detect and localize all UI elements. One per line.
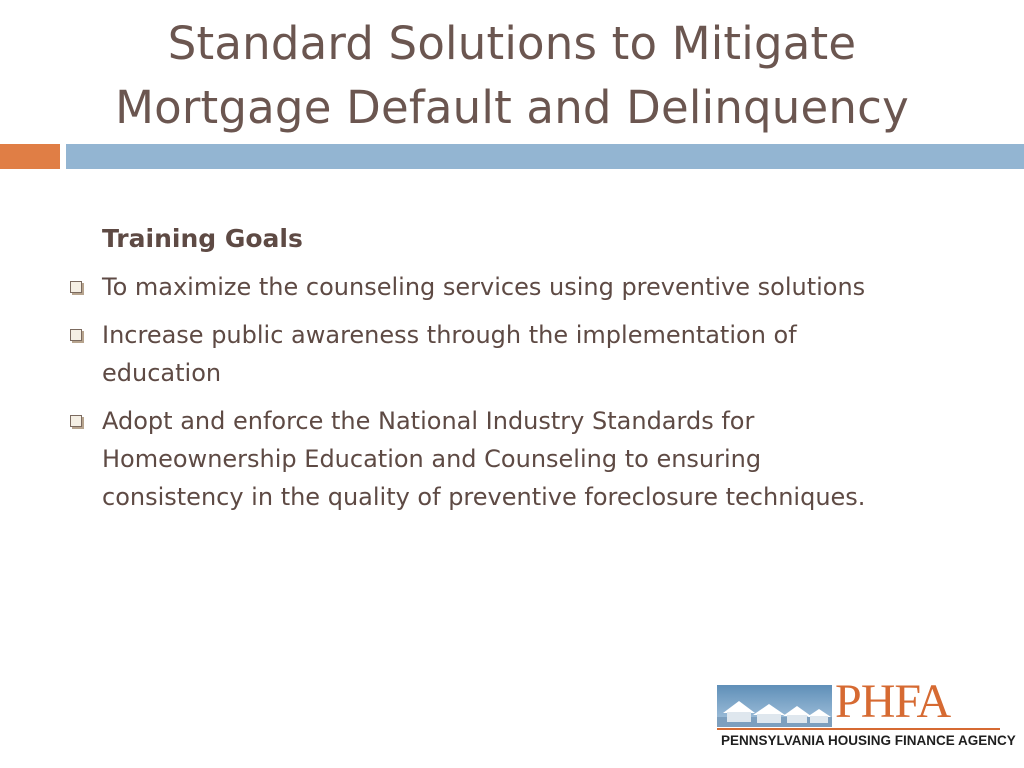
bullet-item	[68, 402, 868, 516]
square-bullet-icon	[70, 281, 82, 293]
accent-bar-blue	[66, 144, 1024, 169]
square-bullet-icon	[70, 415, 82, 427]
slide-title-line-2: Mortgage Default and Delinquency	[115, 81, 909, 134]
bullet-text: To maximize the counseling services using preventive solutions	[102, 273, 866, 301]
section-heading: Training Goals	[102, 224, 303, 253]
slide-body	[68, 220, 868, 526]
bullet-item	[68, 316, 868, 392]
logo-wordmark: PHFA	[835, 675, 951, 728]
bullet-text: Increase public awareness through the implementation of education	[102, 321, 797, 387]
phfa-logo	[717, 675, 1016, 752]
logo-agency-name: PENNSYLVANIA HOUSING FINANCE AGENCY	[721, 733, 1016, 748]
houses-photo-icon	[717, 685, 832, 727]
bullet-item	[68, 268, 868, 306]
bullet-text: Adopt and enforce the National Industry Standards for Homeownership Education and Counseling to ensuring consistency in the quality of preventive foreclosure techniques.	[102, 407, 866, 511]
square-bullet-icon	[70, 329, 82, 341]
logo-divider	[717, 728, 1000, 730]
accent-bar-orange	[0, 144, 60, 169]
slide-title-line-1: Standard Solutions to Mitigate	[167, 17, 857, 70]
slide-title	[0, 12, 1024, 140]
